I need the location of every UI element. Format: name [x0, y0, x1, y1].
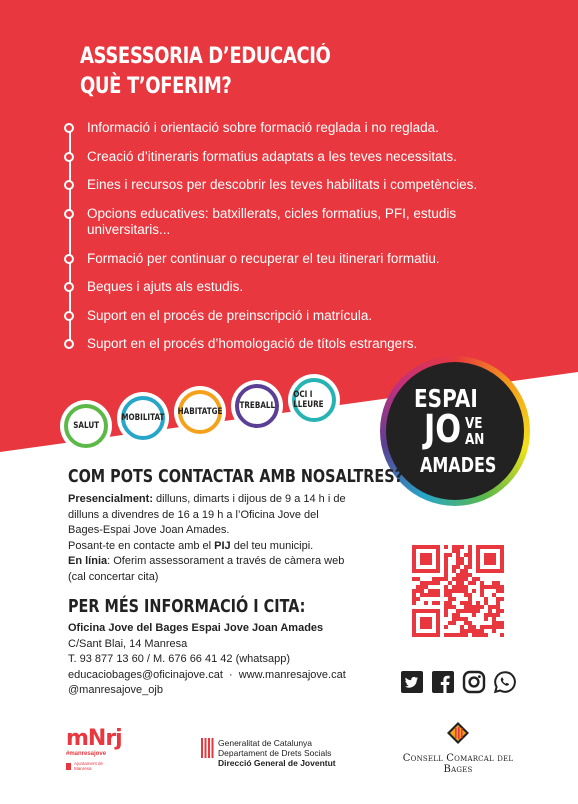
bullet-icon [64, 339, 74, 349]
address: C/Sant Blai, 14 Manresa [68, 637, 188, 650]
list-item: Creació d’itineraris formatius adaptats a les teves necessitats. [60, 149, 457, 165]
badge-habitatge: HABITATGE [174, 386, 226, 438]
list-item: Informació i orientació sobre formació reglada i no reglada. [60, 120, 439, 136]
manresa-jove-logo: mNrj #manresajove Ajuntament de Manresa [66, 726, 122, 771]
phone: T. 93 877 13 60 / M. 676 66 41 42 (whatsapp) [68, 653, 290, 665]
info-details: Oficina Jove del Bages Espai Jove Joan Amades C/Sant Blai, 14 Manresa T. 93 877 13 60 / M. 676 66 41 42 (whatsapp) educaciobages@oficinajove.cat · www.manresajove.cat @manresajove_ojb [68, 621, 368, 699]
generalitat-logo-icon [200, 737, 214, 764]
instagram-icon[interactable] [462, 670, 486, 694]
whatsapp-icon[interactable] [493, 670, 517, 694]
bullet-icon [64, 282, 74, 292]
page-title [80, 42, 330, 102]
ajuntament-shield-icon [66, 763, 71, 770]
contact-details: Presencialment: dilluns, dimarts i dijous de 9 a 14 h i de dilluns a divendres de 16 a 19 h a l’Oficina Jove del Bages-Espai Jove Joan Amades. Posant-te en contacte amb el PIJ del teu municipi. En línia: Oferim assessorament a través de càmera web (cal concertar cita) [68, 493, 346, 583]
title-line-2: QUÈ T’OFERIM? [80, 74, 232, 99]
qr-code[interactable] [412, 545, 504, 637]
web-link[interactable]: www.manresajove.cat [238, 668, 346, 681]
generalitat-text: Generalitat de Catalunya Departament de Drets Socials Direcció General de Joventut [218, 738, 336, 768]
list-item: Suport en el procés d’homologació de títols estrangers. [60, 336, 417, 352]
email-link[interactable]: educaciobages@oficinajove.cat [68, 668, 223, 681]
list-item: Opcions educatives: batxillerats, cicles formatius, PFI, estudis universitaris... [60, 206, 520, 238]
list-item: Suport en el procés de preinscripció i matrícula. [60, 308, 372, 324]
title-line-1: ASSESSORIA D’EDUCACIÓ [80, 44, 331, 69]
consell-comarcal-shield-icon [447, 722, 469, 744]
facebook-icon[interactable] [431, 670, 455, 694]
bullet-icon [64, 180, 74, 190]
list-item: Beques i ajuts als estudis. [60, 279, 243, 295]
espai-jove-logo: ESPAI JO VE AN AMADES [380, 356, 530, 506]
contact-heading: COM POTS CONTACTAR AMB NOSALTRES? [68, 466, 403, 487]
badge-salut: SALUT [60, 400, 112, 452]
list-item: Formació per continuar o recuperar el teu itinerari formatiu. [60, 251, 440, 267]
org-name: Oficina Jove del Bages Espai Jove Joan Amades [68, 622, 324, 634]
bullet-icon [64, 311, 74, 321]
badge-mobilitat: MOBILITAT [117, 392, 169, 444]
badge-treball: TREBALL [231, 380, 283, 432]
bullet-icon [64, 254, 74, 264]
bullet-icon [64, 152, 74, 162]
badge-oci-i-lleure: OCI I LLEURE [288, 374, 340, 426]
social-handle[interactable]: @manresajove_ojb [68, 684, 163, 696]
info-heading: PER MÉS INFORMACIÓ I CITA: [68, 596, 306, 617]
list-item: Eines i recursos per descobrir les teves habilitats i competències. [60, 177, 477, 193]
consell-comarcal-logo: Consell Comarcal del Bages [388, 722, 528, 775]
twitter-icon[interactable] [400, 670, 424, 694]
bullet-icon [64, 209, 74, 219]
bullet-icon [64, 123, 74, 133]
